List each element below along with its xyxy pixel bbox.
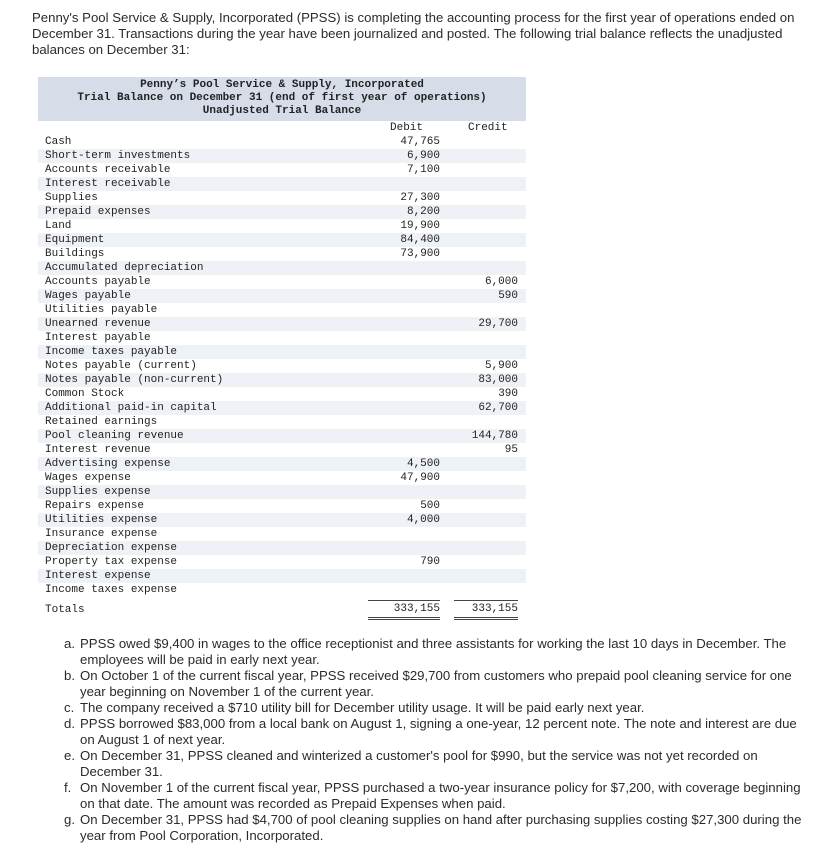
table-row [38, 191, 526, 205]
credit-amount: 29,700 [478, 318, 518, 330]
table-row [38, 485, 526, 499]
table-row [38, 569, 526, 583]
debit-amount: 6,900 [406, 150, 440, 162]
table-row [38, 317, 526, 331]
transaction-label: a. [64, 636, 75, 651]
table-row [38, 261, 526, 275]
table-row [38, 289, 526, 303]
transaction-label: f. [64, 780, 72, 795]
table-row [38, 275, 526, 289]
debit-amount: 47,765 [400, 136, 440, 148]
account-name: Wages expense [45, 472, 131, 484]
debit-amount: 7,100 [406, 164, 440, 176]
trial-balance-subtitle: Unadjusted Trial Balance [202, 105, 362, 117]
table-row [38, 527, 526, 541]
debit-header: Debit [390, 122, 424, 134]
account-name: Equipment [45, 234, 105, 246]
table-row [38, 163, 526, 177]
credit-header: Credit [468, 122, 508, 134]
table-row [38, 247, 526, 261]
account-name: Buildings [45, 248, 105, 260]
transaction-label: e. [64, 748, 75, 763]
transaction-label: c. [64, 700, 75, 715]
table-row [38, 205, 526, 219]
list-item [64, 636, 804, 668]
debit-amount: 4,500 [406, 458, 440, 470]
table-row [38, 331, 526, 345]
account-name: Income taxes payable [45, 346, 178, 358]
list-item [64, 716, 804, 748]
debit-amount: 500 [420, 500, 440, 512]
account-name: Unearned revenue [45, 318, 151, 330]
debit-amount: 790 [420, 556, 440, 568]
totals-label: Totals [45, 604, 85, 616]
credit-amount: 83,000 [478, 374, 518, 386]
account-name: Retained earnings [45, 416, 158, 428]
trial-balance-header [38, 77, 526, 121]
credit-amount: 62,700 [478, 402, 518, 414]
account-name: Supplies expense [45, 486, 151, 498]
table-row [38, 387, 526, 401]
account-name: Common Stock [45, 388, 125, 400]
trial-balance-rows [38, 135, 526, 597]
credit-amount: 390 [498, 388, 518, 400]
table-row [38, 583, 526, 597]
list-item [64, 780, 804, 812]
table-row [38, 429, 526, 443]
account-name: Prepaid expenses [45, 206, 151, 218]
table-row [38, 345, 526, 359]
account-name: Depreciation expense [45, 542, 178, 554]
transaction-text: PPSS owed $9,400 in wages to the office receptionist and three assistants for working the last 10 days in December. The employees will be paid in early next year. [80, 636, 787, 667]
intro-paragraph: Penny's Pool Service & Supply, Incorporated (PPSS) is completing the accounting process for the first year of operations ended on December 31. Transactions during the year have been journalized and posted. The following trial balance reflects the unadjusted balances on December 31: [32, 10, 795, 57]
table-row [38, 443, 526, 457]
credit-amount: 144,780 [471, 430, 518, 442]
account-name: Cash [45, 136, 72, 148]
account-name: Interest expense [45, 570, 151, 582]
table-row [38, 177, 526, 191]
trial-balance-table [38, 77, 526, 618]
account-name: Advertising expense [45, 458, 171, 470]
table-row [38, 513, 526, 527]
table-row [38, 415, 526, 429]
table-row [38, 401, 526, 415]
table-row [38, 373, 526, 387]
account-name: Interest revenue [45, 444, 151, 456]
account-name: Short-term investments [45, 150, 191, 162]
account-name: Notes payable (non-current) [45, 374, 224, 386]
totals-credit: 333,155 [454, 600, 518, 620]
account-name: Insurance expense [45, 528, 158, 540]
list-item [64, 700, 804, 716]
account-name: Interest receivable [45, 178, 171, 190]
account-name: Interest payable [45, 332, 151, 344]
account-name: Supplies [45, 192, 98, 204]
table-row [38, 219, 526, 233]
debit-amount: 73,900 [400, 248, 440, 260]
list-item [64, 748, 804, 780]
account-name: Utilities payable [45, 304, 158, 316]
transaction-text: On October 1 of the current fiscal year, PPSS received $29,700 from customers who prepaid pool cleaning service for one year beginning on November 1 of the current year. [80, 668, 792, 699]
account-name: Property tax expense [45, 556, 178, 568]
company-name: Penny’s Pool Service & Supply, Incorporated [140, 79, 424, 91]
account-name: Wages payable [45, 290, 131, 302]
debit-amount: 8,200 [406, 206, 440, 218]
table-row [38, 499, 526, 513]
transaction-text: On November 1 of the current fiscal year, PPSS purchased a two-year insurance policy for $7,200, with coverage beginning on that date. The amount was recorded as Prepaid Expenses when paid. [80, 780, 801, 811]
transaction-text: On December 31, PPSS cleaned and winterized a customer's pool for $990, but the service was not yet recorded on December 31. [80, 748, 758, 779]
table-row [38, 555, 526, 569]
totals-row [38, 598, 526, 618]
account-name: Pool cleaning revenue [45, 430, 184, 442]
table-row [38, 471, 526, 485]
account-name: Additional paid-in capital [45, 402, 217, 414]
trial-balance-title: Trial Balance on December 31 (end of first year of operations) [77, 92, 487, 104]
totals-debit: 333,155 [368, 600, 440, 620]
debit-amount: 27,300 [400, 192, 440, 204]
table-row [38, 233, 526, 247]
debit-amount: 4,000 [406, 514, 440, 526]
column-headers [38, 121, 526, 135]
credit-amount: 6,000 [484, 276, 518, 288]
account-name: Repairs expense [45, 500, 145, 512]
transactions-list [64, 636, 804, 844]
table-row [38, 541, 526, 555]
transaction-text: PPSS borrowed $83,000 from a local bank on August 1, signing a one-year, 12 percent note. The note and interest are due on August 1 of next year. [80, 716, 797, 747]
transaction-label: b. [64, 668, 75, 683]
credit-amount: 590 [498, 290, 518, 302]
table-row [38, 457, 526, 471]
table-row [38, 149, 526, 163]
account-name: Accumulated depreciation [45, 262, 204, 274]
account-name: Utilities expense [45, 514, 158, 526]
transaction-label: g. [64, 812, 75, 827]
table-row [38, 359, 526, 373]
debit-amount: 84,400 [400, 234, 440, 246]
transaction-label: d. [64, 716, 75, 731]
table-row [38, 303, 526, 317]
account-name: Notes payable (current) [45, 360, 197, 372]
transaction-text: On December 31, PPSS had $4,700 of pool cleaning supplies on hand after purchasing supplies costing $27,300 during the year from Pool Corporation, Incorporated. [80, 812, 802, 843]
account-name: Land [45, 220, 72, 232]
list-item [64, 812, 804, 844]
account-name: Income taxes expense [45, 584, 178, 596]
account-name: Accounts payable [45, 276, 151, 288]
list-item [64, 668, 804, 700]
credit-amount: 95 [504, 444, 518, 456]
debit-amount: 47,900 [400, 472, 440, 484]
table-row [38, 135, 526, 149]
debit-amount: 19,900 [400, 220, 440, 232]
transaction-text: The company received a $710 utility bill for December utility usage. It will be paid early next year. [80, 700, 645, 715]
credit-amount: 5,900 [484, 360, 518, 372]
account-name: Accounts receivable [45, 164, 171, 176]
